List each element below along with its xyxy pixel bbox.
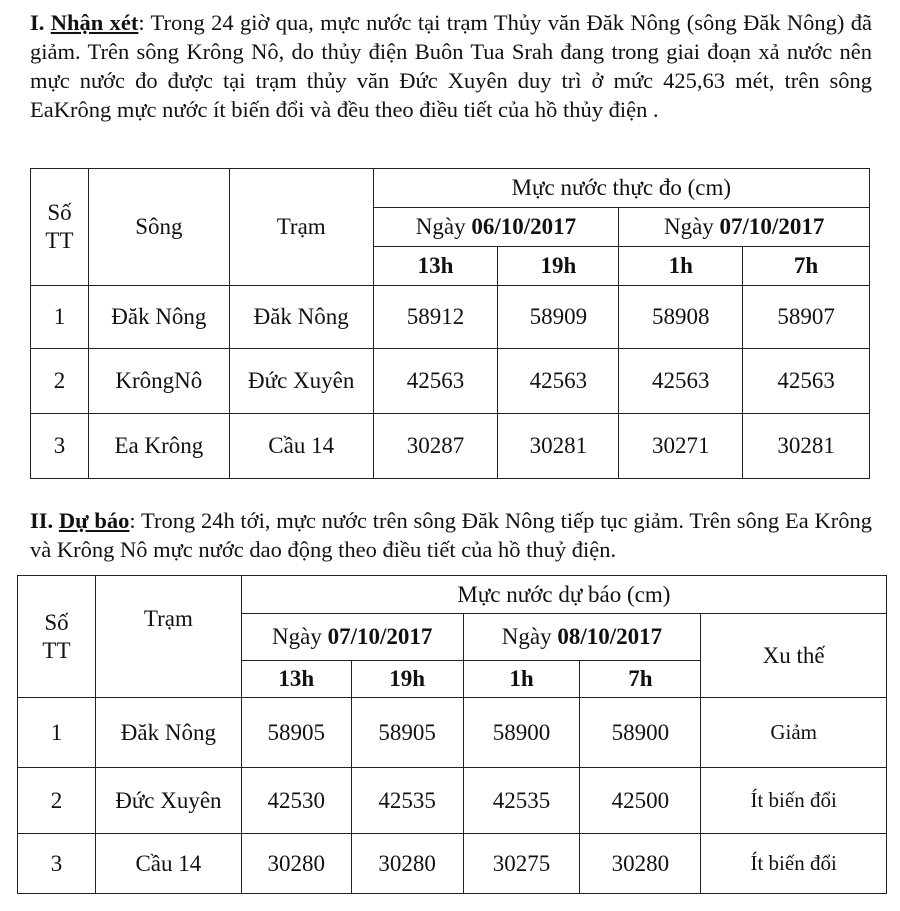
section-2-heading-label: Dự báo: [58, 508, 130, 533]
row-value: 30271: [619, 414, 743, 479]
row-value: 42530: [241, 768, 351, 834]
header-stt: Số TT: [31, 169, 89, 286]
row-station: Cầu 14: [229, 414, 373, 479]
table-row: [31, 349, 870, 414]
header-trend: Xu thế: [701, 614, 887, 698]
header-hour: 1h: [463, 661, 580, 698]
header-river: Sông: [88, 169, 229, 286]
row-value: 42563: [498, 349, 619, 414]
header-group-observed: Mực nước thực đo (cm): [373, 169, 869, 208]
table-row: [18, 698, 887, 768]
header-day-1: Ngày 06/10/2017: [373, 208, 619, 247]
header-hour: 13h: [373, 247, 498, 286]
row-value: 42500: [580, 768, 701, 834]
row-value: 42563: [373, 349, 498, 414]
row-value: 58900: [580, 698, 701, 768]
table-row: [18, 768, 887, 834]
row-value: 58912: [373, 286, 498, 349]
row-value: 30280: [351, 834, 463, 894]
header-day-2: Ngày 07/10/2017: [619, 208, 870, 247]
header-hour: 19h: [351, 661, 463, 698]
row-value: 30281: [498, 414, 619, 479]
header-hour: 13h: [241, 661, 351, 698]
row-value: 58905: [241, 698, 351, 768]
table-row: [31, 414, 870, 479]
row-value: 30280: [580, 834, 701, 894]
row-value: 42563: [743, 349, 870, 414]
forecast-water-level-table: [17, 575, 887, 894]
header-hour: 7h: [743, 247, 870, 286]
row-stt: 2: [18, 768, 96, 834]
row-stt: 3: [31, 414, 89, 479]
row-value: 30280: [241, 834, 351, 894]
section-2-paragraph: [30, 506, 872, 564]
row-station: Đăk Nông: [229, 286, 373, 349]
section-2-text: : Trong 24h tới, mực nước trên sông Đăk Nông tiếp tục giảm. Trên sông Ea Krông và Krông Nô mực nước dao động theo điều tiết của hồ thuỷ điện.: [30, 508, 872, 562]
row-trend: Giảm: [701, 698, 887, 768]
header-day-2: Ngày 08/10/2017: [463, 614, 701, 661]
row-river: Ea Krông: [88, 414, 229, 479]
row-value: 58908: [619, 286, 743, 349]
section-1-text: : Trong 24 giờ qua, mực nước tại trạm Thủy văn Đăk Nông (sông Đăk Nông) đã giảm. Trên sông Krông Nô, do thủy điện Buôn Tua Srah đang trong giai đoạn xả nước nên mực nước đo được tại trạm thủy văn Đức Xuyên duy trì ở mức 425,63 mét, trên sông EaKrông mực nước ít biến đổi và đều theo điều tiết của hồ thủy điện .: [30, 10, 872, 122]
row-value: 58909: [498, 286, 619, 349]
header-station: Trạm: [95, 576, 241, 698]
row-station: Cầu 14: [95, 834, 241, 894]
section-1-heading-label: Nhận xét: [50, 10, 139, 35]
section-1-heading: I. Nhận xét: [30, 10, 139, 35]
header-hour: 1h: [619, 247, 743, 286]
header-day-1: Ngày 07/10/2017: [241, 614, 463, 661]
row-river: KrôngNô: [88, 349, 229, 414]
row-value: 58905: [351, 698, 463, 768]
row-value: 30281: [743, 414, 870, 479]
row-station: Đức Xuyên: [229, 349, 373, 414]
header-station: Trạm: [229, 169, 373, 286]
row-value: 30275: [463, 834, 580, 894]
header-group-forecast: Mực nước dự báo (cm): [241, 576, 886, 614]
section-1-paragraph: [30, 8, 872, 124]
row-value: 42535: [463, 768, 580, 834]
row-value: 58907: [743, 286, 870, 349]
observed-water-level-table: [30, 168, 870, 479]
header-stt: Số TT: [18, 576, 96, 698]
row-station: Đức Xuyên: [95, 768, 241, 834]
header-hour: 7h: [580, 661, 701, 698]
row-value: 42535: [351, 768, 463, 834]
row-value: 30287: [373, 414, 498, 479]
row-trend: Ít biến đổi: [701, 768, 887, 834]
row-river: Đăk Nông: [88, 286, 229, 349]
section-2-heading: II. Dự báo: [30, 508, 130, 533]
row-station: Đăk Nông: [95, 698, 241, 768]
row-value: 58900: [463, 698, 580, 768]
row-stt: 2: [31, 349, 89, 414]
row-stt: 3: [18, 834, 96, 894]
row-stt: 1: [18, 698, 96, 768]
row-stt: 1: [31, 286, 89, 349]
table-row: [18, 834, 887, 894]
table-row: [31, 286, 870, 349]
row-trend: Ít biến đổi: [701, 834, 887, 894]
header-hour: 19h: [498, 247, 619, 286]
row-value: 42563: [619, 349, 743, 414]
